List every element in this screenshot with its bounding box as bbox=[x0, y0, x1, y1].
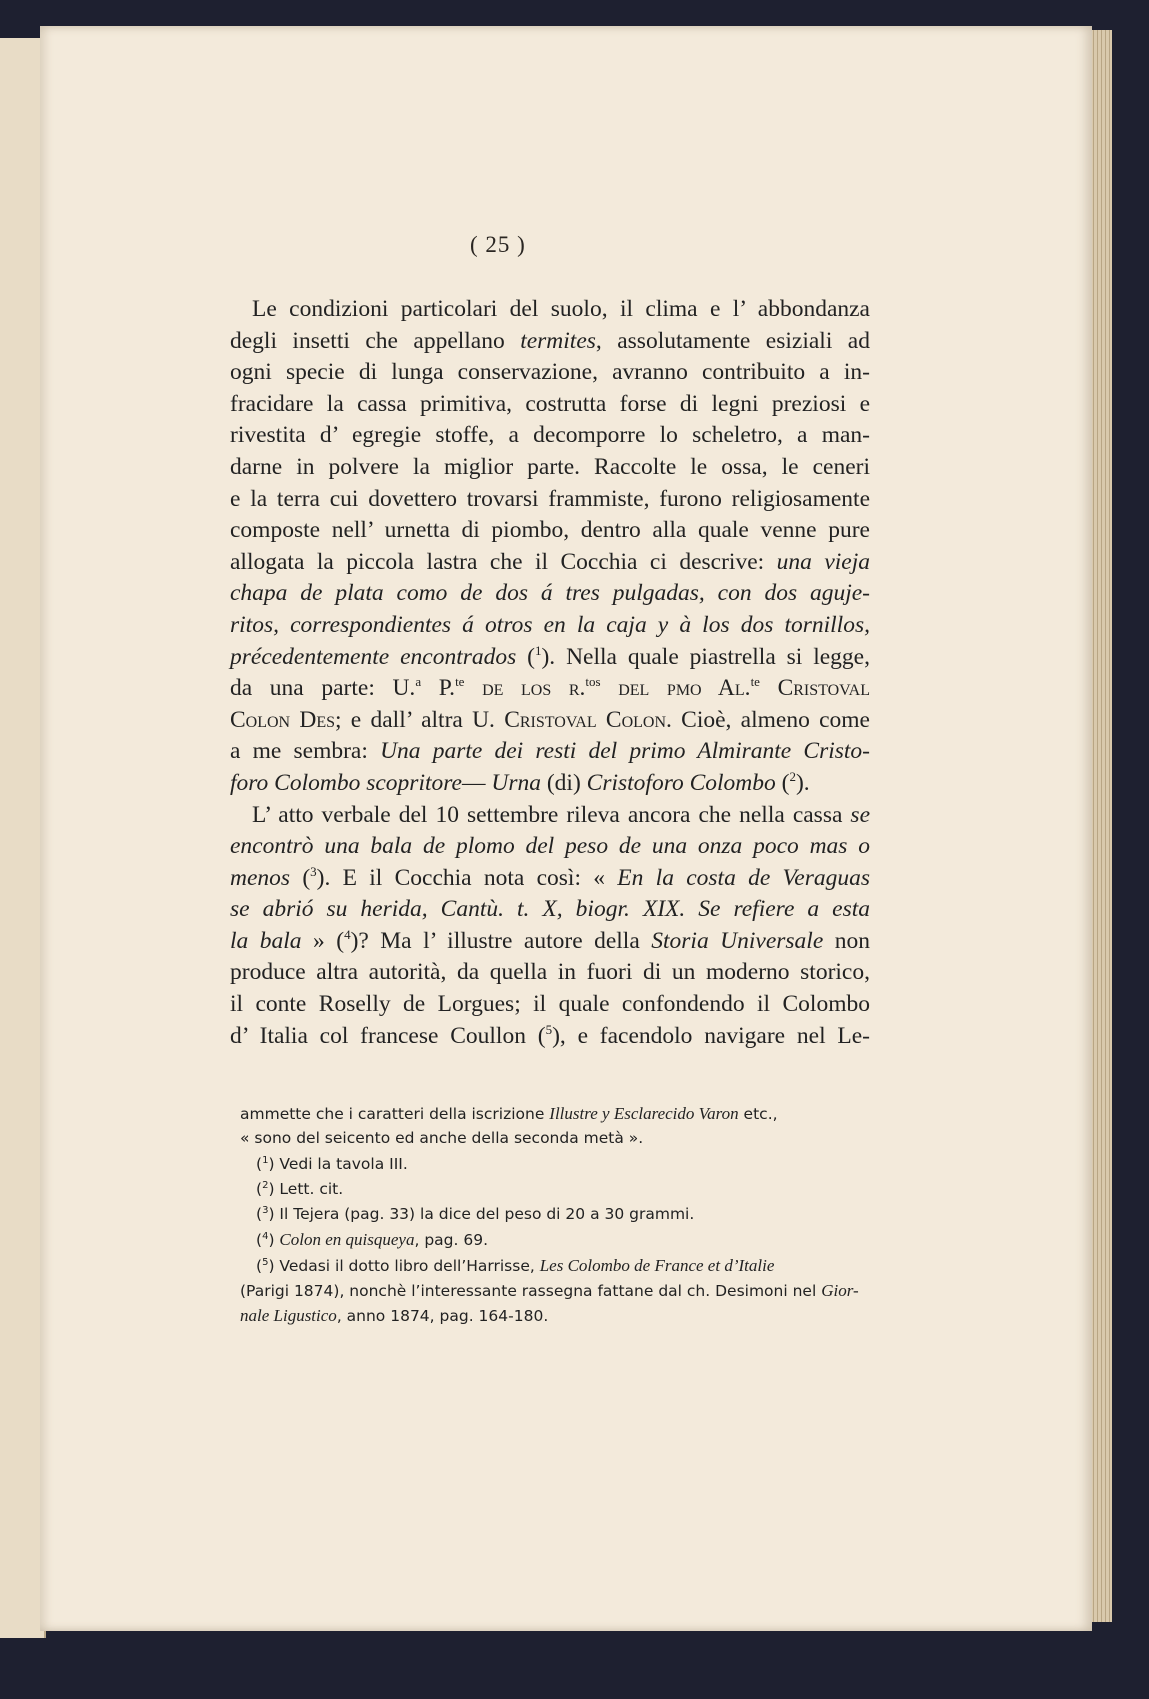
footnote-2: ($^2$) Lett. cit. bbox=[256, 1179, 344, 1198]
footnote-line: (Parigi 1874), nonchè l’interessante rassegna fattane dal ch. Desimoni nel Gior- bbox=[240, 1281, 859, 1301]
footnote-3: ($^3$) Il Tejera (pag. 33) la dice del peso di 20 a 30 grammi. bbox=[256, 1205, 695, 1224]
text-line: encontrò una bala de plomo del peso de una onza poco mas o bbox=[230, 833, 870, 860]
footnote-5: ($^5$) Vedasi il dotto libro dell’Harrisse, Les Colombo de France et d’Italie bbox=[256, 1255, 775, 1275]
text-line: Colon Des; e dall’ altra U. Cristoval Colon. Cioè, almeno come bbox=[230, 706, 870, 733]
text-line: précedentemente encontrados ($^1$). Nella quale piastrella si legge, bbox=[230, 642, 870, 670]
book-page bbox=[40, 26, 1092, 1631]
footnotes bbox=[240, 1101, 880, 1329]
text-line: ogni specie di lunga conservazione, avranno contribuito a in- bbox=[230, 359, 870, 386]
text-line: e la terra cui dovettero trovarsi frammiste, furono religiosamente bbox=[230, 485, 870, 512]
text-line: allogata la piccola lastra che il Cocchia ci descrive: una vieja bbox=[230, 548, 870, 575]
text-line: rivestita d’ egregie stoffe, a decomporre lo scheletro, a man- bbox=[230, 422, 870, 449]
footnote-4: ($^4$) Colon en quisqueya, pag. 69. bbox=[256, 1230, 489, 1250]
text-line: il conte Roselly de Lorgues; il quale confondendo il Colombo bbox=[230, 991, 870, 1018]
text-line: fracidare la cassa primitiva, costrutta forse di legni preziosi e bbox=[230, 390, 870, 417]
text-line: degli insetti che appellano termites, assolutamente esiziali ad bbox=[230, 327, 870, 354]
text-line: menos ($^3$). E il Cocchia nota così: « En la costa de Veraguas bbox=[230, 863, 871, 891]
text-line: d’ Italia col francese Coullon ($^5$), e facendolo navigare nel Le- bbox=[230, 1021, 870, 1049]
text-line: Le condizioni particolari del suolo, il clima e l’ abbondanza bbox=[252, 296, 870, 322]
text-line: da una parte: U.$^a$ P.$^{te}$ de los r.$^{tos}$ del pmo Al.$^{te}$ Cristoval bbox=[230, 674, 871, 702]
footnote-line: nale Ligustico, anno 1874, pag. 164-180. bbox=[240, 1306, 549, 1326]
text-line: se abrió su herida, Cantù. t. X, biogr. XIX. Se refiere a esta bbox=[230, 896, 870, 923]
text-line: chapa de plata como de dos á tres pulgadas, con dos aguje- bbox=[230, 580, 870, 607]
text-line: foro Colombo scopritore— Urna (di) Cristoforo Colombo ($^2$). bbox=[230, 769, 810, 796]
page-number: ( 25 ) bbox=[470, 232, 526, 257]
footnote-line: « sono del seicento ed anche della seconda metà ». bbox=[240, 1129, 644, 1148]
footnote-line: ammette che i caratteri della iscrizione Illustre y Esclarecido Varon etc., bbox=[240, 1104, 778, 1123]
text-line: darne in polvere la miglior parte. Raccolte le ossa, le ceneri bbox=[230, 453, 870, 480]
text-line: ritos, correspondientes á otros en la caja y à los dos tornillos, bbox=[230, 611, 870, 638]
text-line: produce altra autorità, da quella in fuori di un moderno storico, bbox=[230, 959, 870, 986]
footnote-1: ($^1$) Vedi la tavola III. bbox=[256, 1154, 408, 1173]
text-line: composte nell’ urnetta di piombo, dentro alla quale venne pure bbox=[230, 517, 870, 544]
text-line: la bala » ($^4$)? Ma l’ illustre autore della Storia Universale non bbox=[230, 927, 871, 954]
main-text bbox=[230, 294, 870, 1052]
text-line: a me sembra: Una parte dei resti del primo Almirante Cristo- bbox=[230, 738, 870, 765]
text-line: L’ atto verbale del 10 settembre rileva ancora che nella cassa se bbox=[252, 801, 870, 828]
